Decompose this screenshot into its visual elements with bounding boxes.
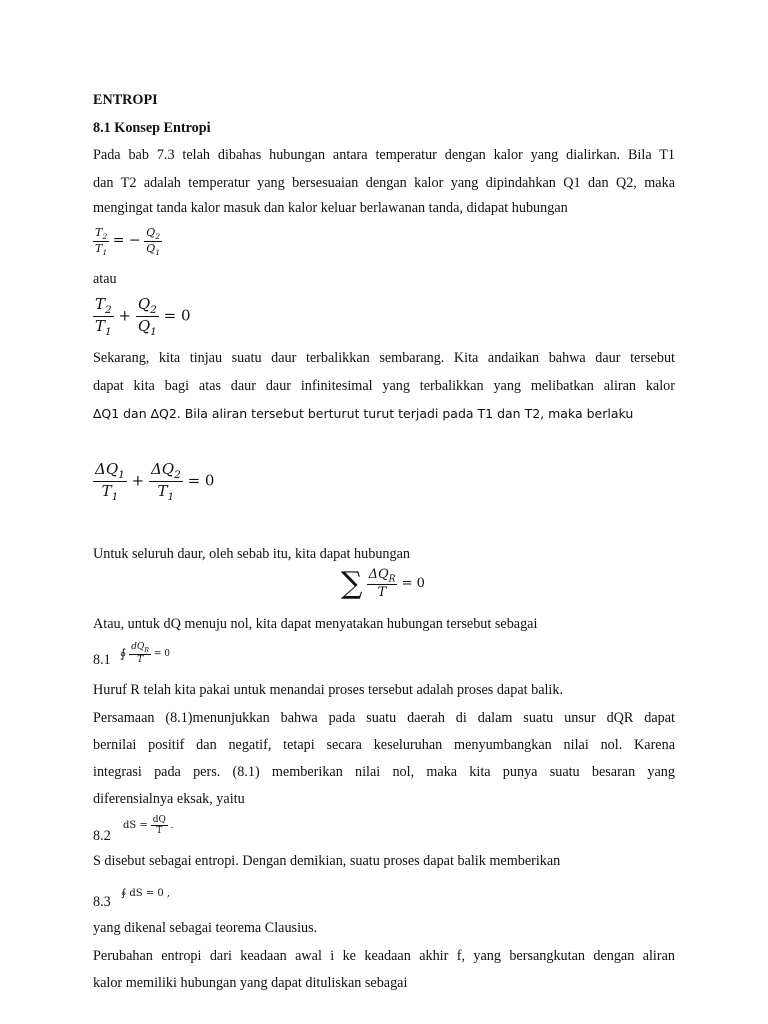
fraction-t2-t1-large: $\frac{T_2}{T_1}$ [95,295,112,338]
trailing-period: . [170,821,174,831]
paragraph-6-line-3: integrasi pada pers. (8.1) memberikan nilai nol, maka kita punya suatu besaran yang [93,764,675,780]
paragraph-8: yang dikenal sebagai teorema Clausius. [93,920,318,936]
plus-sign: + [131,471,145,490]
fraction-dq-t: $\frac{dQ}{T}$ [152,815,166,836]
paragraph-1-line-1: Pada bab 7.3 telah dibahas hubungan antara temperatur dengan kalor yang dialirkan. Bila T1 [93,147,675,163]
fraction-q2-q1-large: $\frac{Q_2}{Q_1}$ [137,295,157,338]
equation-sum-ratios [93,295,191,338]
equation-summation [341,566,425,601]
paragraph-9-line-1: Perubahan entropi dari keadaan awal i ke keadaan akhir f, yang bersangkutan dengan aliran [93,948,675,964]
contour-integral-symbol: ∮ [120,646,127,661]
paragraph-6-line-2: bernilai positif dan negatif, tetapi secara keseluruhan menyumbangkan nilai nol. Karena [93,737,675,753]
paragraph-6-line-1: Persamaan (8.1)menunjukkan bahwa pada suatu daerah di dalam suatu unsur dQR dapat [93,710,675,726]
ds-equals: dS = [123,820,148,831]
summation-symbol: ∑ [341,566,363,601]
text-atau: atau [93,271,117,287]
fraction-dq1-t1: $\frac{\Delta Q_1}{T_1}$ [95,460,125,503]
equation-8-3-label: 8.3 [93,894,111,910]
paragraph-3: Untuk seluruh daur, oleh sebab itu, kita dapat hubungan [93,546,411,562]
paragraph-2-line-3: ∆Q1 dan ∆Q2. Bila aliran tersebut berturut turut terjadi pada T1 dan T2, maka berlaku [93,406,634,421]
equation-8-3: ∮ dS = 0 , [121,888,171,899]
equals-zero: = 0 [187,471,215,490]
equation-temperature-ratio [93,226,162,257]
equation-8-1 [120,642,170,665]
fraction-dq2-t1: $\frac{\Delta Q_2}{T_1}$ [150,460,181,503]
equation-8-1-label: 8.1 [93,652,111,668]
paragraph-1-line-2: dan T2 adalah temperatur yang bersesuaian dengan kalor yang dipindahkan Q1 dan Q2, maka [93,175,675,191]
equals-zero: = 0 [153,648,171,659]
paragraph-7: S disebut sebagai entropi. Dengan demikian, suatu proses dapat balik memberikan [93,853,561,869]
paragraph-6-line-4: diferensialnya eksak, yaitu [93,791,245,807]
paragraph-2-line-1: Sekarang, kita tinjau suatu daur terbalikkan sembarang. Kita andaikan bahwa daur tersebut [93,350,675,366]
fraction-q2-q1: $\frac{Q_2}{Q_1}$ [146,226,161,258]
section-heading: 8.1 Konsep Entropi [93,120,211,136]
paragraph-2-line-2: dapat kita bagi atas daur daur infinitesimal yang terbalikkan yang melibatkan aliran kalor [93,378,675,394]
fraction-t2-t1: $\frac{T_2}{T_1}$ [95,226,108,258]
fraction-dqr-t: $\frac{\Delta Q_R}{T}$ [368,566,396,601]
equation-8-2 [123,815,174,836]
paragraph-9-line-2: kalor memiliki hubungan yang dapat dituliskan sebagai [93,975,408,991]
paragraph-1-line-3: mengingat tanda kalor masuk dan kalor keluar berlawanan tanda, didapat hubungan [93,200,568,216]
document-title: ENTROPI [93,92,158,108]
paragraph-5: Huruf R telah kita pakai untuk menandai proses tersebut adalah proses dapat balik. [93,682,564,698]
equals-zero: = 0 [163,306,191,325]
equals-zero: = 0 [401,576,425,591]
equation-8-2-label: 8.2 [93,828,111,844]
paragraph-4: Atau, untuk dQ menuju nol, kita dapat menyatakan hubungan tersebut sebagai [93,616,538,632]
plus-sign: + [118,306,132,325]
fraction-dqr-t-small: $\frac{dQ_R}{T}$ [131,642,150,665]
equation-delta-q [93,460,214,503]
equals-minus-sign: = − [112,232,141,249]
